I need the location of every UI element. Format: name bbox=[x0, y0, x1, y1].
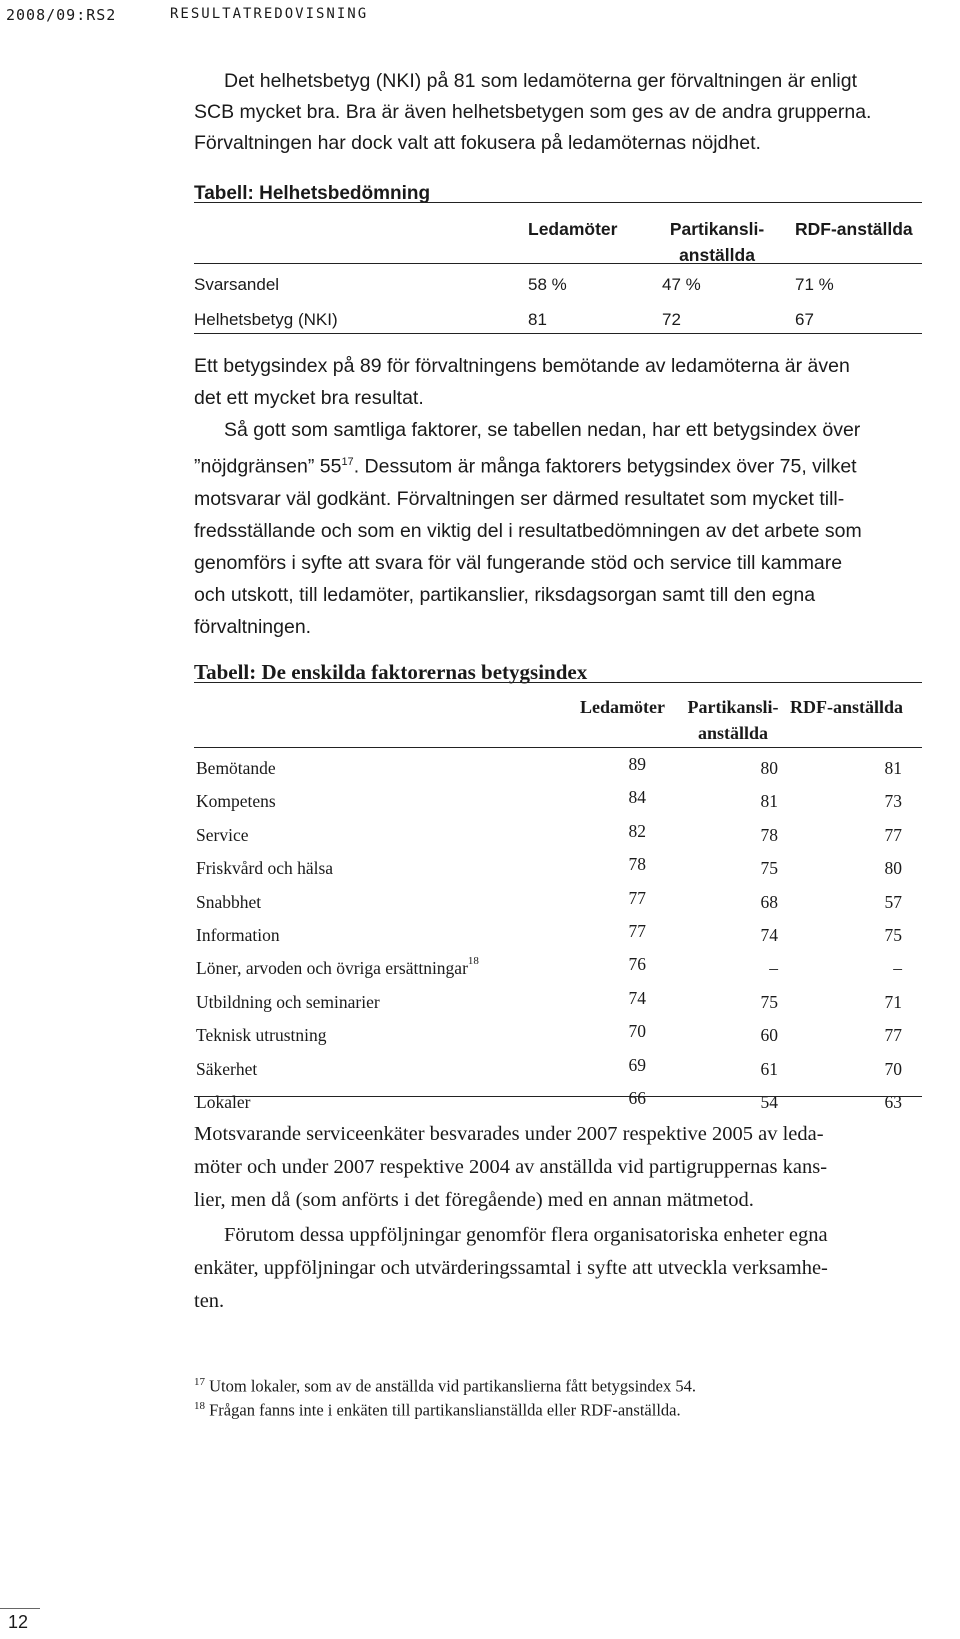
table1-col-ledamoter: Ledamöter bbox=[528, 219, 618, 239]
paragraph-line: genomförs i syfte att svara för väl fungerande stöd och service till kammare bbox=[194, 551, 843, 574]
table2-cell: 63 bbox=[884, 1092, 902, 1112]
footnote-number: 17 bbox=[194, 1376, 205, 1388]
table1-col-partikansli-line2: anställda bbox=[679, 245, 755, 265]
table2-cell: 82 bbox=[628, 821, 646, 841]
table2-cell: 75 bbox=[884, 925, 902, 945]
page-number: 12 bbox=[8, 1612, 29, 1632]
table2-top-rule bbox=[194, 682, 922, 683]
paragraph-line: Så gott som samtliga faktorer, se tabellen nedan, har ett betygsindex över bbox=[224, 419, 861, 441]
table1-col-partikansli-line1: Partikansli- bbox=[669, 219, 765, 239]
table2-cell: 84 bbox=[628, 787, 646, 807]
table2-row-label bbox=[196, 1025, 327, 1046]
table1-cell: 58 % bbox=[528, 275, 567, 294]
table2-bottom-rule bbox=[194, 1096, 922, 1097]
table2-cell: 77 bbox=[628, 888, 646, 908]
row-label-text: Service bbox=[196, 825, 249, 845]
intro-line: Det helhetsbetyg (NKI) på 81 som ledamöterna ger förvaltningen är enligt bbox=[224, 70, 858, 92]
paragraph-line: Ett betygsindex på 89 för förvaltningens bemötande av ledamöterna är även bbox=[194, 355, 850, 377]
closing-paragraph-2 bbox=[194, 1219, 922, 1318]
table2-cell: 57 bbox=[884, 892, 902, 912]
table2-cell: 78 bbox=[628, 854, 646, 874]
intro-line: Förvaltningen har dock valt att fokusera på ledamöternas nöjdhet. bbox=[194, 132, 761, 154]
paragraph-line: fredsställande och som en viktig del i resultatbedömningen av det arbete som bbox=[194, 519, 862, 542]
table2-cell: 68 bbox=[760, 892, 778, 912]
table2-col-partikansli bbox=[676, 694, 790, 746]
table1-bottom-rule bbox=[194, 333, 922, 334]
table2-cell: 77 bbox=[628, 921, 646, 941]
table2-cell: 73 bbox=[884, 791, 902, 811]
intro-paragraph bbox=[194, 66, 922, 159]
table2-cell: 60 bbox=[760, 1025, 778, 1045]
table2-title: Tabell: De enskilda faktorernas betygsindex bbox=[194, 660, 588, 684]
table2-row-label bbox=[196, 758, 276, 779]
footnote-ref: 17 bbox=[341, 456, 354, 468]
table2-cell: 78 bbox=[760, 825, 778, 845]
table2-row-label bbox=[196, 955, 479, 979]
row-label-text: Snabbhet bbox=[196, 892, 262, 912]
table2-cell: 54 bbox=[760, 1092, 778, 1112]
table2-cell: 77 bbox=[884, 825, 902, 845]
table2-row-label bbox=[196, 892, 261, 913]
paragraph-line: enkäter, uppföljningar och utvärderingssamtal i syfte att utveckla verksamhe- bbox=[194, 1257, 828, 1279]
row-label-text: Lokaler bbox=[196, 1092, 251, 1112]
footnote-number: 18 bbox=[194, 1400, 205, 1412]
paragraph-line: och utskott, till ledamöter, partikanslier, riksdagsorgan samt till den egna bbox=[194, 583, 816, 606]
table1-header-rule bbox=[194, 263, 922, 264]
row-label-text: Kompetens bbox=[196, 791, 276, 811]
table2-col-ledamoter: Ledamöter bbox=[580, 697, 665, 717]
table2-cell: 71 bbox=[884, 992, 902, 1012]
table2-cell: 89 bbox=[628, 754, 646, 774]
paragraph-line: Förutom dessa uppföljningar genomför flera organisatoriska enheter egna bbox=[224, 1224, 828, 1246]
paragraph-line: motsvarar väl godkänt. Förvaltningen ser därmed resultatet som mycket till- bbox=[194, 487, 845, 510]
table2-cell: 80 bbox=[760, 758, 778, 778]
table2-row-label bbox=[196, 791, 276, 812]
page-number-rule bbox=[0, 1608, 40, 1609]
table1-cell: 67 bbox=[795, 310, 814, 329]
row-label-text: Säkerhet bbox=[196, 1059, 258, 1079]
table2-col-rdf: RDF-anställda bbox=[790, 697, 904, 717]
footnote-text: Utom lokaler, som av de anställda vid partikanslierna fått betygsindex 54. bbox=[209, 1376, 697, 1396]
table2-cell: 66 bbox=[628, 1088, 646, 1108]
table2-cell: 75 bbox=[760, 858, 778, 878]
paragraph-text: . Dessutom är många faktorers betygsindex över 75, vilket bbox=[353, 455, 857, 478]
intro-line: SCB mycket bra. Bra är även helhetsbetygen som ges av de andra grupperna. bbox=[194, 101, 872, 123]
paragraph-bemotande bbox=[194, 350, 922, 414]
row-label-text: Löner, arvoden och övriga ersättningar bbox=[196, 958, 468, 978]
footnote-ref: 18 bbox=[467, 955, 479, 968]
paragraph-line: möter och under 2007 respektive 2004 av anställda vid partigruppernas kans- bbox=[194, 1156, 828, 1178]
table1-col-rdf: RDF-anställda bbox=[795, 219, 913, 239]
table1-row-label: Svarsandel bbox=[194, 275, 280, 294]
closing-paragraph-1 bbox=[194, 1118, 922, 1217]
table2-cell: 70 bbox=[884, 1059, 902, 1079]
footnote-18 bbox=[194, 1400, 681, 1421]
section-title: RESULTATREDOVISNING bbox=[170, 6, 369, 22]
table1-cell: 71 % bbox=[795, 275, 834, 294]
row-label-text: Information bbox=[196, 925, 280, 945]
table1-top-rule bbox=[194, 202, 922, 203]
row-label-text: Teknisk utrustning bbox=[196, 1025, 327, 1045]
table2-row-label bbox=[196, 925, 280, 946]
paragraph-line bbox=[194, 446, 922, 483]
running-header bbox=[0, 0, 960, 28]
paragraph-line: lier, men då (som anförts i det föregående) med en annan mätmetod. bbox=[194, 1189, 754, 1211]
table1-cell: 81 bbox=[528, 310, 547, 329]
table2-cell: 81 bbox=[760, 791, 778, 811]
row-label-text: Utbildning och seminarier bbox=[196, 992, 380, 1012]
table2-cell: 77 bbox=[884, 1025, 902, 1045]
table2-row-label bbox=[196, 1059, 257, 1080]
table1-cell: 72 bbox=[662, 310, 681, 329]
table2-header-rule bbox=[194, 747, 922, 748]
table1-title: Tabell: Helhetsbedömning bbox=[194, 183, 431, 204]
table2-cell: 61 bbox=[760, 1059, 778, 1079]
table2-cell: – bbox=[893, 958, 902, 978]
document-code: 2008/09:RS2 bbox=[6, 6, 117, 24]
table1-row-label: Helhetsbetyg (NKI) bbox=[194, 310, 338, 329]
table2-cell: 74 bbox=[760, 925, 778, 945]
paragraph-line: Motsvarande serviceenkäter besvarades under 2007 respektive 2005 av leda- bbox=[194, 1123, 824, 1145]
row-label-text: Friskvård och hälsa bbox=[196, 858, 334, 878]
table2-col-partikansli-line1: Partikansli- bbox=[687, 697, 779, 717]
table1-col-partikansli bbox=[662, 216, 772, 268]
table2-cell: 81 bbox=[884, 758, 902, 778]
table2-row-label bbox=[196, 858, 333, 879]
row-label-text: Bemötande bbox=[196, 758, 276, 778]
table2-cell: – bbox=[769, 958, 778, 978]
paragraph-line: det ett mycket bra resultat. bbox=[194, 387, 424, 409]
table2-cell: 70 bbox=[628, 1021, 646, 1041]
table2-cell: 69 bbox=[628, 1055, 646, 1075]
table2-row-label bbox=[196, 825, 248, 846]
table2-cell: 80 bbox=[884, 858, 902, 878]
paragraph-text: ”nöjdgränsen” 55 bbox=[194, 455, 342, 478]
paragraph-faktorer bbox=[194, 414, 922, 643]
paragraph-line: ten. bbox=[194, 1290, 225, 1312]
table2-cell: 76 bbox=[628, 954, 646, 974]
table2-row-label bbox=[196, 992, 380, 1013]
table2-cell: 75 bbox=[760, 992, 778, 1012]
table2-cell: 74 bbox=[628, 988, 646, 1008]
table2-col-partikansli-line2: anställda bbox=[697, 723, 769, 743]
table1-cell: 47 % bbox=[662, 275, 701, 294]
footnote-17 bbox=[194, 1376, 696, 1397]
footnote-text: Frågan fanns inte i enkäten till partikanslianställda eller RDF-anställda. bbox=[209, 1400, 681, 1420]
paragraph-line: förvaltningen. bbox=[194, 615, 312, 638]
